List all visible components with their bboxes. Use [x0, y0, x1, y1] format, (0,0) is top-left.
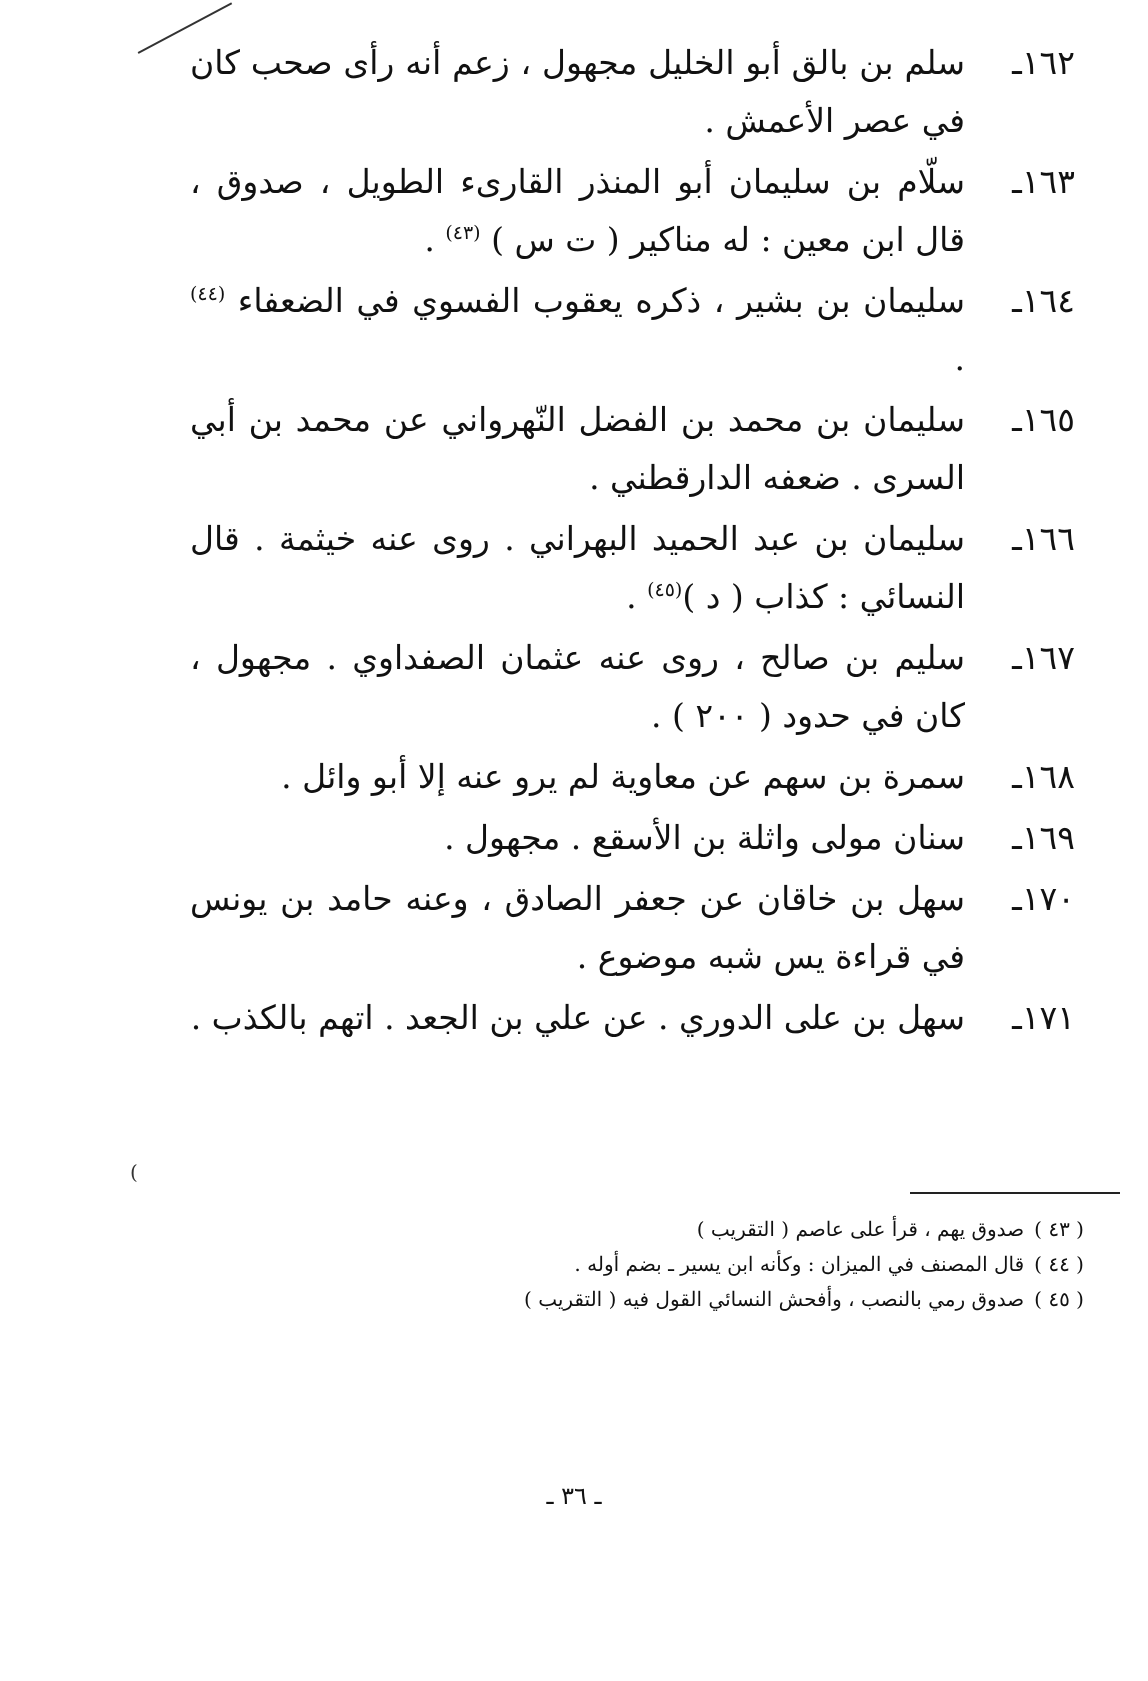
- entry-number: ١٦٨ـ: [1012, 757, 1075, 796]
- entry-number: ١٦٣ـ: [1012, 162, 1075, 201]
- entry-text: سهل بن على الدوري . عن علي بن الجعد . اتهم بالكذب .: [190, 998, 965, 1037]
- page-number: ـ ٣٦ ـ: [546, 1482, 602, 1510]
- entry-167: [190, 629, 1075, 745]
- footnotes: [380, 1212, 1084, 1317]
- footnote-text: صدوق يهم ، قرأ على عاصم ( التقريب ): [696, 1217, 1025, 1241]
- footnote-separator: [910, 1192, 1120, 1194]
- entry-text: سليمان بن عبد الحميد البهراني . روى عنه خيثمة . قال النسائي : كذاب ( د )$^{(٤٥)}$ .: [190, 519, 965, 616]
- entry-text: سلّام بن سليمان أبو المنذر القارىء الطويل ، صدوق ، قال ابن معين : له مناكير ( ت س ) $^{(٤٣)}$ .: [190, 162, 965, 259]
- entry-text: سليمان بن محمد بن الفضل النّهرواني عن محمد بن أبي السرى . ضعفه الدارقطني .: [190, 400, 965, 497]
- footnote-text: صدوق رمي بالنصب ، وأفحش النسائي القول فيه ( التقريب ): [524, 1287, 1025, 1311]
- footnote-number: ( ٤٤ ): [1034, 1252, 1084, 1276]
- entry-163: [190, 153, 1075, 269]
- entry-number: ١٦٥ـ: [1012, 400, 1075, 439]
- entry-text: سنان مولى واثلة بن الأسقع . مجهول .: [444, 818, 965, 857]
- entry-number: ١٦٢ـ: [1012, 43, 1075, 82]
- entry-number: ١٦٩ـ: [1012, 818, 1075, 857]
- footnote-ref-43: (٤٣): [445, 222, 481, 244]
- footnote-number: ( ٤٥ ): [1034, 1287, 1084, 1311]
- entry-165: [190, 391, 1075, 507]
- entry-number: ١٧١ـ: [1012, 998, 1075, 1037]
- entry-168: [190, 748, 1075, 806]
- entry-text: سليمان بن بشير ، ذكره يعقوب الفسوي في الضعفاء $^{(٤٤)}$ .: [190, 281, 965, 378]
- footnote-43: [380, 1212, 1084, 1247]
- footnote-text: قال المصنف في الميزان : وكأنه ابن يسير ـ بضم أوله .: [574, 1252, 1025, 1276]
- entry-text: سمرة بن سهم عن معاوية لم يرو عنه إلا أبو وائل .: [281, 757, 965, 796]
- footnote-44: [380, 1247, 1084, 1282]
- entries-list: [190, 34, 1075, 1050]
- entry-number: ١٦٧ـ: [1012, 638, 1075, 677]
- entry-text: سهل بن خاقان عن جعفر الصادق ، وعنه حامد بن يونس في قراءة يس شبه موضوع .: [190, 879, 965, 976]
- footnote-ref-44: (٤٤): [190, 283, 226, 305]
- entry-number: ١٧٠ـ: [1012, 879, 1075, 918]
- entry-text: سليم بن صالح ، روى عنه عثمان الصفداوي . مجهول ، كان في حدود ( ٢٠٠ ) .: [190, 638, 965, 735]
- footnote-number: ( ٤٣ ): [1034, 1217, 1084, 1241]
- entry-162: [190, 34, 1075, 150]
- footnote-45: [380, 1282, 1084, 1317]
- entry-number: ١٦٤ـ: [1012, 281, 1075, 320]
- entry-170: [190, 870, 1075, 986]
- entry-171: [190, 989, 1075, 1047]
- entry-text: سلم بن بالق أبو الخليل مجهول ، زعم أنه رأى صحب كان في عصر الأعمش .: [190, 43, 965, 140]
- footnote-ref-45: (٤٥): [647, 579, 683, 601]
- entry-166: [190, 510, 1075, 626]
- entry-number: ١٦٦ـ: [1012, 519, 1075, 558]
- entry-169: [190, 809, 1075, 867]
- entry-164: [190, 272, 1075, 388]
- stray-scan-mark: (: [130, 1160, 138, 1184]
